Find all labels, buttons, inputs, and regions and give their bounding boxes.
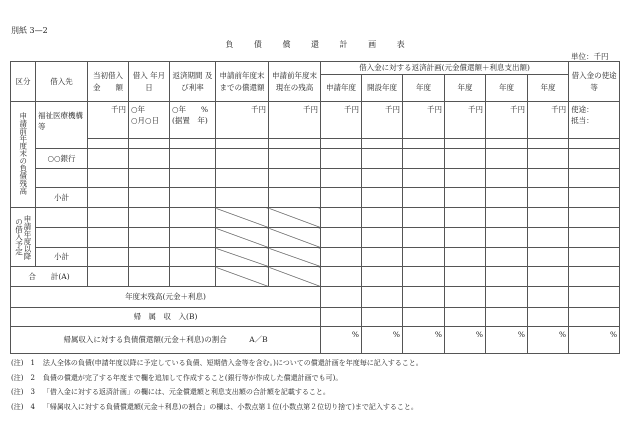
diagonal-cell — [269, 208, 321, 228]
cell-unit: 千円 — [486, 102, 528, 139]
note-3: (注) 3 「借入金に対する返済計画」の欄には、元金償還額と利息支出額の合計額を記載すること。 — [11, 388, 330, 396]
percent-cell: % — [403, 327, 445, 354]
subtotal-label: 小計 — [36, 248, 88, 267]
header-purpose: 借入金の使途等 — [569, 62, 620, 102]
header-lender: 借入先 — [36, 62, 88, 102]
lender-fukushi: 福祉医療機構等 — [36, 102, 88, 149]
note-1: (注) 1 法人全体の負債(申請年度以降に予定している負債、短期借入金等を含む。)についての償還計画を年度毎に記入すること。 — [11, 359, 423, 367]
unit-label: 単位：千円 — [571, 52, 609, 61]
header-borrow-date: 借入 年月日 — [129, 62, 170, 102]
percent-cell: % — [321, 327, 362, 354]
diagonal-cell — [269, 248, 321, 267]
header-plan-year: 年度 — [445, 75, 486, 102]
section-planned-borrowing: 申請年度以降 の借入予定 — [11, 208, 36, 267]
percent-cell: % — [486, 327, 528, 354]
header-plan-year: 年度 — [403, 75, 445, 102]
year-end-balance-label: 年度末残高(元金＋利息) — [11, 287, 321, 308]
cell-unit: 千円 — [362, 102, 403, 139]
header-plan-year: 申請年度 — [321, 75, 362, 102]
diagonal-cell — [216, 208, 269, 228]
diagonal-cell — [216, 248, 269, 267]
cell-unit: 千円 — [88, 102, 129, 139]
subtotal-label: 小計 — [36, 188, 88, 208]
header-plan-group: 借入金に対する返済計画(元金償還額＋利息支出額) — [321, 62, 569, 75]
header-category: 区分 — [11, 62, 36, 102]
ratio-label: 帰属収入に対する負債償還額(元金＋利息)の割合 A／B — [11, 327, 321, 354]
diagonal-cell — [216, 228, 269, 248]
diagonal-cell — [216, 267, 269, 287]
header-period-rate: 返済期間 及び利率 — [170, 62, 216, 102]
cell-unit: 千円 — [269, 102, 321, 139]
percent-cell: % — [528, 327, 569, 354]
header-plan-year: 年度 — [486, 75, 528, 102]
note-2: (注) 2 負債の償還が完了する年度まで欄を追加して作成すること(銀行等が作成した償還計画でも可)。 — [11, 373, 343, 382]
cell-unit: 千円 — [216, 102, 269, 139]
percent-cell: % — [445, 327, 486, 354]
section-existing-debt: 申請前年度末の負債残高 — [11, 102, 36, 208]
header-repaid-before: 申請前年度末までの償還額 — [216, 62, 269, 102]
percent-cell: % — [569, 327, 620, 354]
note-4: (注) 4 「帰属収入に対する負債償還額(元金＋利息)の割合」の欄は、小数点第１位(小数点第２位切り捨て)まで記入すること。 — [11, 402, 418, 411]
header-initial-amount: 当初借入 金 額 — [88, 62, 129, 102]
debt-repayment-table — [10, 61, 620, 354]
cell-purpose: 使途： 抵当： — [569, 102, 620, 139]
attributable-income-label: 帰 属 収 入(B) — [11, 308, 321, 327]
header-plan-year: 開設年度 — [362, 75, 403, 102]
cell-unit: 千円 — [528, 102, 569, 139]
header-balance-before: 申請前年度末現在の残高 — [269, 62, 321, 102]
cell-unit: 千円 — [321, 102, 362, 139]
cell-unit: 千円 — [403, 102, 445, 139]
lender-bank: ○○銀行 — [36, 149, 88, 169]
form-id: 別紙 3—2 — [11, 26, 48, 35]
cell-unit: 千円 — [445, 102, 486, 139]
percent-cell: % — [362, 327, 403, 354]
page-title: 負 債 償 還 計 画 表 — [225, 40, 405, 49]
total-label: 合 計(A) — [11, 267, 88, 287]
header-plan-year: 年度 — [528, 75, 569, 102]
notes — [11, 356, 431, 414]
cell-borrow-date: ○年 ○月○日 — [129, 102, 170, 139]
diagonal-cell — [269, 228, 321, 248]
diagonal-cell — [269, 267, 321, 287]
cell-period-rate: ○年 % (据置 年) — [170, 102, 216, 139]
